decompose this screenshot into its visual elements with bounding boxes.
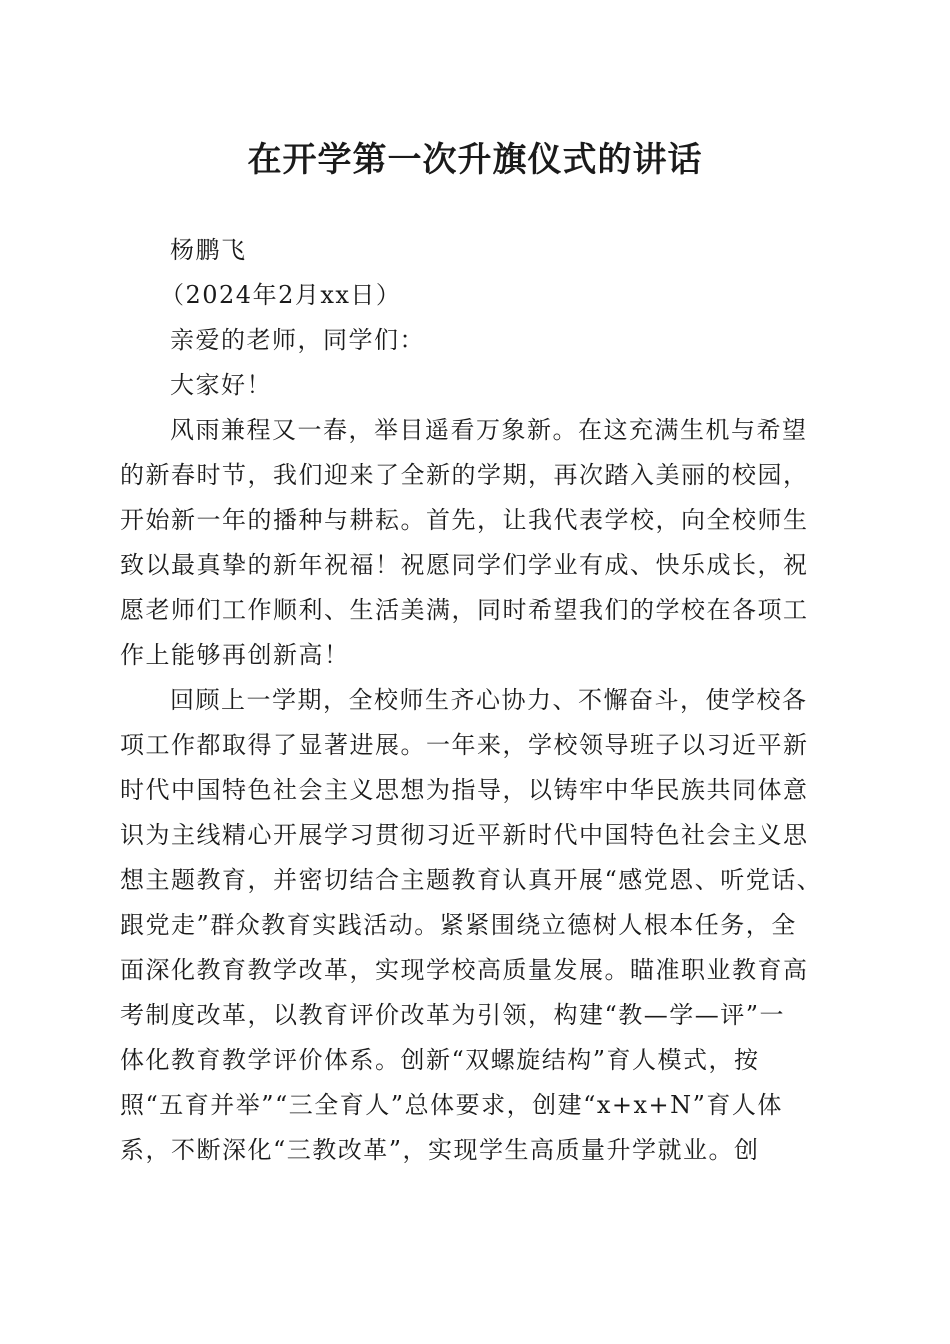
paragraph-line: 的新春时节，我们迎来了全新的学期，再次踏入美丽的校园， xyxy=(120,461,809,489)
paragraph-line: 致以最真挚的新年祝福！祝愿同学们学业有成、快乐成长，祝 xyxy=(120,551,809,579)
paragraph-line: 开始新一年的播种与耕耘。首先，让我代表学校，向全校师生 xyxy=(120,506,809,534)
paragraph-line: 体化教育教学评价体系。创新“双螺旋结构”育人模式，按 xyxy=(120,1046,760,1074)
salutation-line: 亲爱的老师，同学们： xyxy=(170,326,425,354)
paragraph-line: 想主题教育，并密切结合主题教育认真开展“感党恩、听党话、 xyxy=(120,866,823,894)
paragraph-line: 回顾上一学期，全校师生齐心协力、不懈奋斗，使学校各 xyxy=(170,686,808,714)
paragraph-line: 照“五育并举”“三全育人”总体要求，创建“x+x+N”育人体 xyxy=(120,1091,783,1119)
author-line: 杨鹏飞 xyxy=(170,236,247,264)
paragraph-line: 项工作都取得了显著进展。一年来，学校领导班子以习近平新 xyxy=(120,731,809,759)
date-line: （2024年2月xx日） xyxy=(160,281,402,309)
paragraph-line: 系，不断深化“三教改革”，实现学生高质量升学就业。创 xyxy=(120,1136,760,1164)
document-body xyxy=(120,228,832,1173)
paragraph-line: 面深化教育教学改革，实现学校高质量发展。瞄准职业教育高 xyxy=(120,956,809,984)
document-title: 在开学第一次升旗仪式的讲话 xyxy=(247,140,703,180)
paragraph-line: 风雨兼程又一春，举目遥看万象新。在这充满生机与希望 xyxy=(170,416,808,444)
paragraph-line: 作上能够再创新高！ xyxy=(120,641,350,669)
greeting-line: 大家好！ xyxy=(170,371,272,399)
paragraph-line: 识为主线精心开展学习贯彻习近平新时代中国特色社会主义思 xyxy=(120,821,809,849)
paragraph-line: 愿老师们工作顺利、生活美满，同时希望我们的学校在各项工 xyxy=(120,596,809,624)
paragraph-line: 时代中国特色社会主义思想为指导，以铸牢中华民族共同体意 xyxy=(120,776,809,804)
paragraph-line: 跟党走”群众教育实践活动。紧紧围绕立德树人根本任务，全 xyxy=(120,911,797,939)
paragraph-line: 考制度改革，以教育评价改革为引领，构建“教—学—评”一 xyxy=(120,1001,786,1029)
